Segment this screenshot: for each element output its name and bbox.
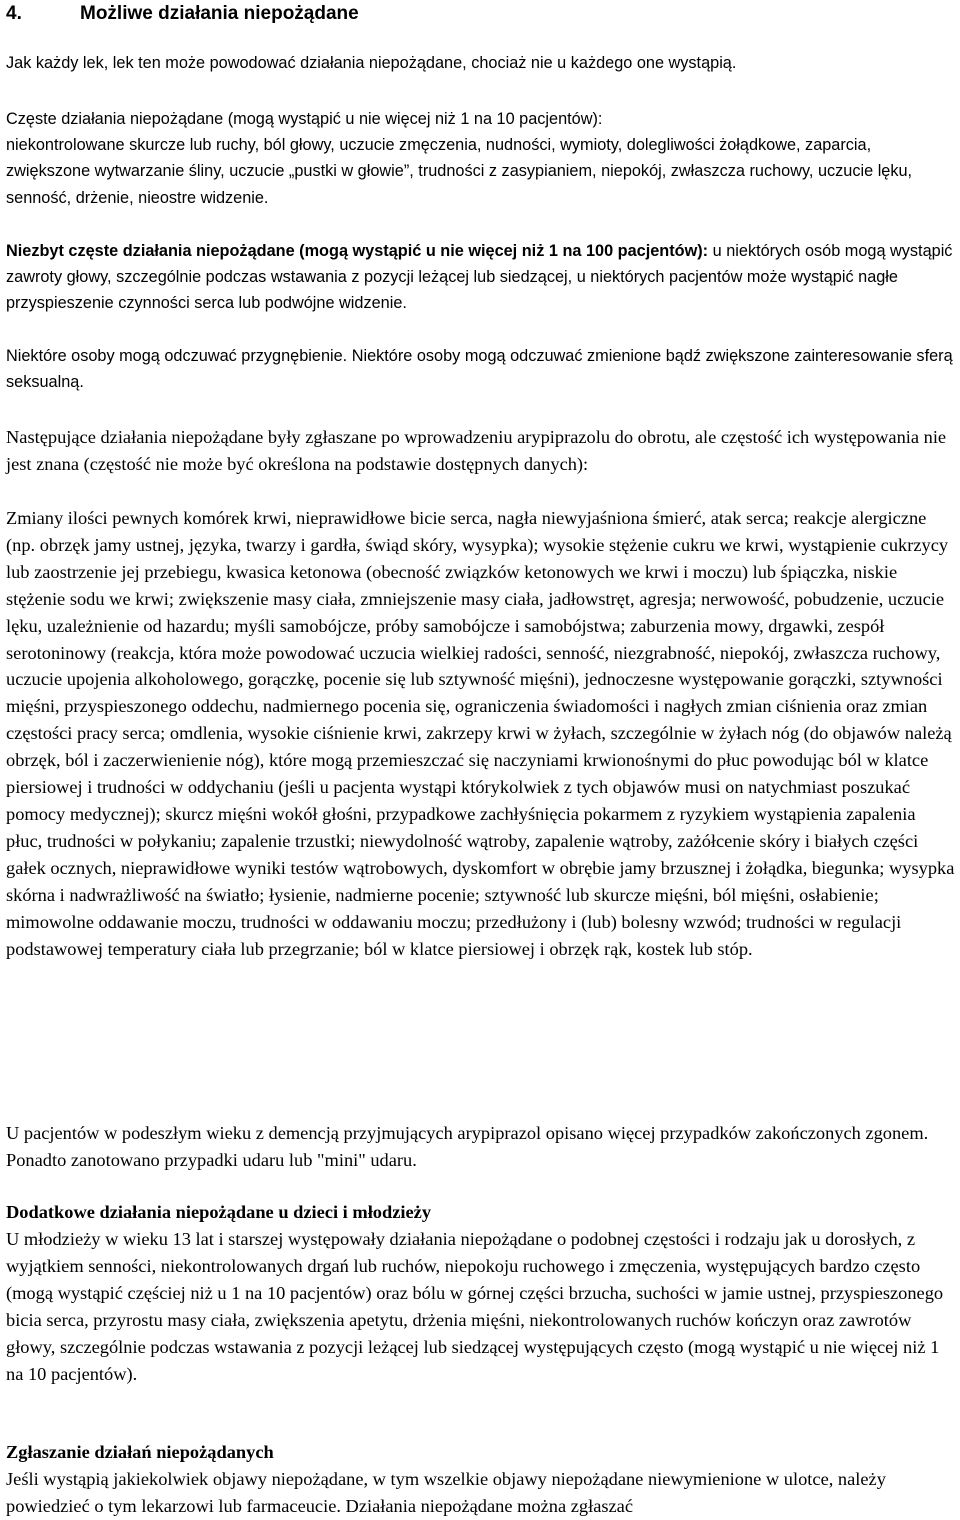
uncommon-effects-paragraph-2: Niektóre osoby mogą odczuwać przygnębienie. Niektóre osoby mogą odczuwać zmienione bądź zwiększone zainteresowanie sferą seksualną.	[6, 347, 953, 392]
children-paragraph: U młodzieży w wieku 13 lat i starszej występowały działania niepożądane o podobnej częstości i rodzaju jak u dorosłych, z wyjątkiem senności, niekontrolowanych drgań lub ruchów, niepokoju ruchowego i zmęczenia, występujących bardzo często (mogą wystąpić częściej niż u 1 na 10 pacjentów) oraz bólu w górnej części brzucha, suchości w jamie ustnej, przyspieszonego bicia serca, przyrostu masy ciała, zwiększenia apetytu, drżenia mięśni, niekontrolowanych ruchów kończyn oraz zawrotów głowy, szczególnie podczas wstawania z pozycji leżącej lub siedzącej występujących często (mogą wystąpić u nie więcej niż 1 na 10 pacjentów).	[6, 1229, 944, 1384]
uncommon-effects-text: u niektórych osób mogą wystąpić zawroty głowy, szczególnie podczas wstawania z pozycji leżącej lub siedzącej, u niektórych pacjentów może wystąpić nagłe przyspieszenie czynności serca lub podwójne widzenie.	[6, 242, 953, 313]
uncommon-effects-paragraph	[6, 238, 956, 317]
common-effects-paragraph	[6, 106, 956, 211]
section-number: 4.	[6, 3, 22, 24]
common-effects-label: Częste działania niepożądane (mogą wystąpić u nie więcej niż 1 na 10 pacjentów):	[6, 110, 603, 128]
children-heading: Dodatkowe działania niepożądane u dzieci i młodzieży	[6, 1202, 432, 1222]
uncommon-effects-label: Niezbyt częste działania niepożądane (mogą wystąpić u nie więcej niż 1 na 100 pacjentów):	[6, 242, 709, 260]
common-effects-text: niekontrolowane skurcze lub ruchy, ból głowy, uczucie zmęczenia, nudności, wymioty, dolegliwości żołądkowe, zaparcia, zwiększone wytwarzanie śliny, uczucie „pustki w głowie”, trudności z zasypianiem, niepokój, zwłaszcza ruchowy, uczucie lęku, senność, drżenie, nieostre widzenie.	[6, 136, 913, 207]
unknown-frequency-list: Zmiany ilości pewnych komórek krwi, nieprawidłowe bicie serca, nagła niewyjaśniona śmierć, atak serca; reakcje alergiczne (np. obrzęk jamy ustnej, języka, twarzy i gardła, świąd skóry, wysypka); wysokie stężenie cukru we krwi, wystąpienie cukrzycy lub zaostrzenie jej przebiegu, kwasica ketonowa (obecność związków ketonowych we krwi i moczu) lub śpiączka, niskie stężenie sodu we krwi; zwiększenie masy ciała, zmniejszenie masy ciała, jadłowstręt, agresja; nerwowość, pobudzenie, uczucie lęku, uzależnienie od hazardu; myśli samobójcze, próby samobójcze i samobójstwa; zaburzenia mowy, drgawki, zespół serotoninowy (reakcja, która może powodować uczucia wielkiej radości, senność, niezgrabność, niepokój, zwłaszcza ruchowy, uczucie upojenia alkoholowego, gorączkę, pocenie się lub sztywność mięśni), jednoczesne występowanie gorączki, sztywności mięśni, przyspieszonego oddechu, nadmiernego pocenia się, ograniczenia świadomości i nagłych zmian ciśnienia oraz zmian częstości pracy serca; omdlenia, wysokie ciśnienie krwi, zakrzepy krwi w żyłach, szczególnie w żyłach nóg (do objawów należą obrzęk, ból i zaczerwienienie nóg), które mogą przemieszczać się naczyniami krwionośnymi do płuc powodując ból w klatce piersiowej i trudności w oddychaniu (jeśli u pacjenta wystąpi którykolwiek z tych objawów musi on natychmiast poszukać pomocy medycznej); skurcz mięśni wokół głośni, przypadkowe zachłyśnięcia pokarmem z ryzykiem wystąpienia zapalenia płuc, trudności w połykaniu; zapalenie trzustki; niewydolność wątroby, zapalenie wątroby, zażółcenie skóry i białych części gałek ocznych, nieprawidłowe wyniki testów wątrobowych, dyskomfort w obrębie jamy brzusznej i żołądka, biegunka; wysypka skórna i nadwrażliwość na światło; łysienie, nadmierne pocenie; sztywność lub skurcze mięśni, ból mięśni, osłabienie; mimowolne oddawanie moczu, trudności w oddawaniu moczu; przedłużony i (lub) bolesny wzwód; trudności w regulacji podstawowej temperatury ciała lub przegrzanie; ból w klatce piersiowej i obrzęk rąk, kostek lub stóp.	[6, 508, 955, 959]
elderly-paragraph: U pacjentów w podeszłym wieku z demencją przyjmujących arypiprazol opisano więcej przypadków zakończonych zgonem. Ponadto zanotowano przypadki udaru lub "mini" udaru.	[6, 1123, 929, 1170]
intro-paragraph: Jak każdy lek, lek ten może powodować działania niepożądane, chociaż nie u każdego one wystąpią.	[6, 54, 737, 72]
section-heading	[6, 0, 956, 26]
section-title: Możliwe działania niepożądane	[80, 3, 359, 24]
unknown-frequency-intro: Następujące działania niepożądane były zgłaszane po wprowadzeniu arypiprazolu do obrotu, ale częstość ich występowania nie jest znana (częstość nie może być określona na podstawie dostępnych danych):	[6, 427, 947, 474]
reporting-paragraph: Jeśli wystąpią jakiekolwiek objawy niepożądane, w tym wszelkie objawy niepożądane niewymienione w ulotce, należy powiedzieć o tym lekarzowi lub farmaceucie. Działania niepożądane można zgłaszać	[6, 1469, 886, 1516]
reporting-heading: Zgłaszanie działań niepożądanych	[6, 1442, 274, 1462]
